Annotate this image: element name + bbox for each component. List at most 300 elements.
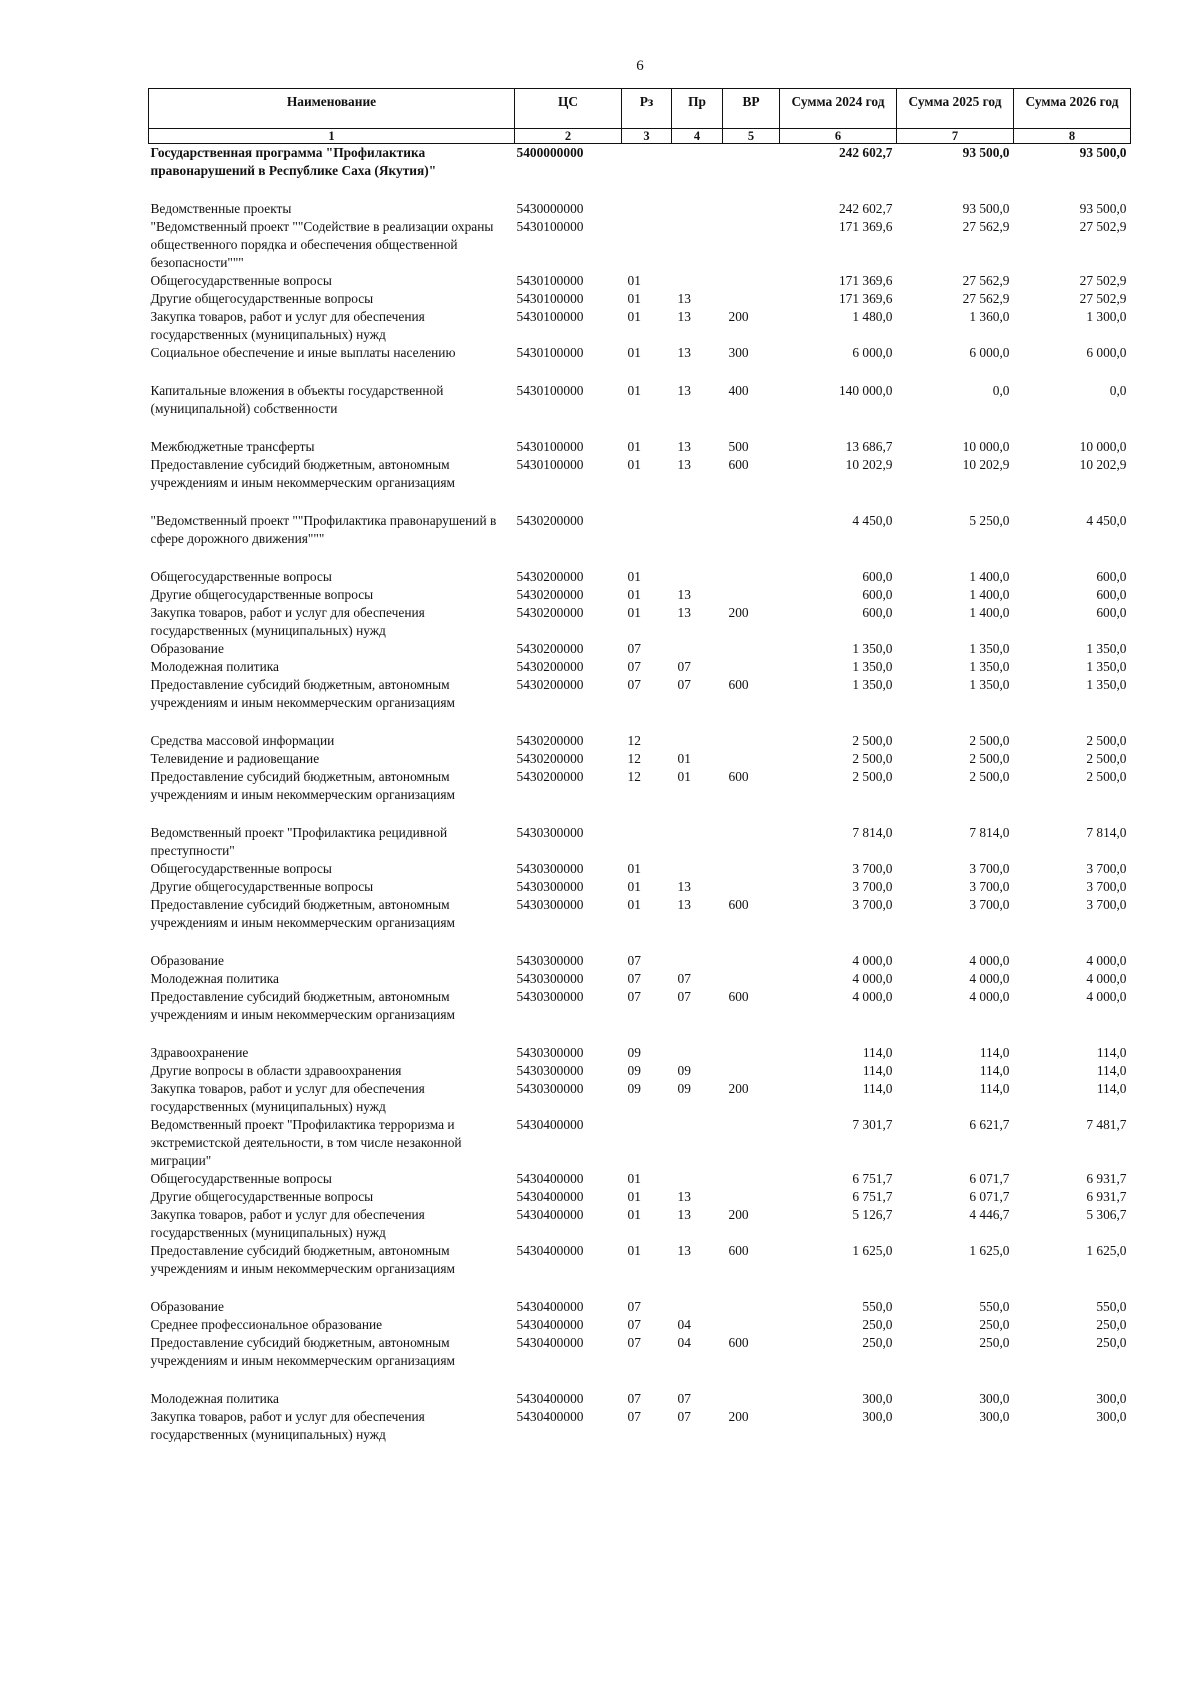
row-rz-code: 01	[627, 879, 641, 894]
row-sum-2026: 27 502,9	[1079, 219, 1127, 234]
row-sum-2026: 4 000,0	[1086, 953, 1127, 968]
page-number: 6	[636, 58, 644, 74]
row-cs-code: 5430100000	[516, 457, 584, 472]
row-sum-2024: 600,0	[862, 569, 893, 584]
row-sum-2026: 27 502,9	[1079, 291, 1127, 306]
row-sum-2024: 13 686,7	[845, 439, 893, 454]
row-sum-2025: 4 000,0	[969, 971, 1010, 986]
row-name: Общегосударственные вопросы	[150, 1171, 332, 1186]
row-sum-2025: 1 360,0	[969, 309, 1010, 324]
row-rz-code: 09	[627, 1063, 641, 1078]
row-pr-code: 13	[677, 439, 691, 454]
table-row	[149, 1316, 1131, 1334]
row-pr-code: 13	[677, 605, 691, 620]
row-vr-code: 600	[728, 897, 749, 912]
row-pr-code: 13	[677, 345, 691, 360]
column-number: 3	[622, 129, 672, 144]
row-name: Молодежная политика	[150, 971, 280, 986]
row-name: Телевидение и радиовещание	[150, 751, 320, 766]
row-name: Другие общегосударственные вопросы	[150, 879, 374, 894]
row-sum-2025: 300,0	[979, 1409, 1010, 1424]
header-sum-2024: Сумма 2024 год	[780, 89, 897, 129]
row-sum-2024: 6 751,7	[852, 1189, 893, 1204]
row-name: Предоставление субсидий бюджетным, автономным учреждениям и иным некоммерческим организациям	[150, 1243, 455, 1276]
table-row	[149, 200, 1131, 218]
row-rz-code	[622, 1116, 672, 1170]
row-sum-2026: 1 350,0	[1086, 659, 1127, 674]
row-rz-code: 01	[627, 309, 641, 324]
row-sum-2026: 5 306,7	[1086, 1207, 1127, 1222]
row-rz-code: 07	[627, 1317, 641, 1332]
row-vr-code	[723, 218, 780, 272]
row-sum-2024: 250,0	[862, 1335, 893, 1350]
row-vr-code: 600	[728, 1335, 749, 1350]
row-rz-code: 07	[627, 971, 641, 986]
table-row	[149, 1408, 1131, 1444]
table-row	[149, 308, 1131, 344]
row-cs-code: 5430300000	[516, 879, 584, 894]
row-sum-2025: 6 621,7	[969, 1117, 1010, 1132]
row-pr-code: 07	[677, 1409, 691, 1424]
row-sum-2025: 2 500,0	[969, 733, 1010, 748]
table-row	[149, 1242, 1131, 1298]
row-sum-2025: 114,0	[979, 1045, 1010, 1060]
row-cs-code: 5430200000	[516, 733, 584, 748]
row-sum-2024: 2 500,0	[852, 733, 893, 748]
row-vr-code: 600	[728, 989, 749, 1004]
row-vr-code	[723, 272, 780, 290]
row-sum-2026: 114,0	[1096, 1081, 1127, 1096]
row-sum-2026: 4 000,0	[1086, 971, 1127, 986]
row-sum-2026: 1 625,0	[1086, 1243, 1127, 1258]
column-number: 6	[780, 129, 897, 144]
row-rz-code: 01	[627, 1171, 641, 1186]
row-sum-2026: 2 500,0	[1086, 751, 1127, 766]
row-vr-code: 200	[728, 605, 749, 620]
row-sum-2024: 4 000,0	[852, 989, 893, 1004]
row-cs-code: 5430100000	[516, 383, 584, 398]
row-vr-code	[723, 1062, 780, 1080]
row-cs-code: 5430300000	[516, 825, 584, 840]
row-sum-2024: 2 500,0	[852, 769, 893, 784]
row-cs-code: 5430200000	[516, 751, 584, 766]
row-cs-code: 5430300000	[516, 1081, 584, 1096]
row-vr-code	[723, 200, 780, 218]
row-sum-2025: 300,0	[979, 1391, 1010, 1406]
row-rz-code: 01	[627, 383, 641, 398]
row-pr-code	[672, 272, 723, 290]
row-name: Образование	[150, 953, 224, 968]
row-sum-2026: 93 500,0	[1079, 201, 1127, 216]
table-row	[149, 290, 1131, 308]
row-name: Общегосударственные вопросы	[150, 569, 332, 584]
row-name: Молодежная политика	[150, 659, 280, 674]
row-sum-2026: 7 481,7	[1086, 1117, 1127, 1132]
row-sum-2024: 300,0	[862, 1391, 893, 1406]
row-sum-2026: 27 502,9	[1079, 273, 1127, 288]
row-rz-code	[622, 200, 672, 218]
row-name: Предоставление субсидий бюджетным, автономным учреждениям и иным некоммерческим организациям	[150, 897, 455, 930]
row-rz-code: 07	[627, 641, 641, 656]
header-sum-2025: Сумма 2025 год	[897, 89, 1014, 129]
row-sum-2024: 171 369,6	[838, 273, 893, 288]
row-sum-2024: 242 602,7	[838, 145, 893, 160]
row-sum-2026: 300,0	[1096, 1391, 1127, 1406]
row-cs-code: 5430400000	[516, 1335, 584, 1350]
row-sum-2026: 550,0	[1096, 1299, 1127, 1314]
row-pr-code: 13	[677, 309, 691, 324]
row-rz-code: 07	[627, 1409, 641, 1424]
table-row	[149, 344, 1131, 382]
row-pr-code: 01	[677, 751, 691, 766]
row-cs-code: 5430200000	[516, 641, 584, 656]
row-rz-code	[622, 218, 672, 272]
row-cs-code: 5430400000	[516, 1317, 584, 1332]
row-sum-2024: 1 480,0	[852, 309, 893, 324]
row-sum-2025: 114,0	[979, 1063, 1010, 1078]
row-name: Социальное обеспечение и иные выплаты населению	[150, 345, 456, 360]
row-name: Среднее профессиональное образование	[150, 1317, 383, 1332]
table-row	[149, 988, 1131, 1044]
row-sum-2024: 171 369,6	[838, 291, 893, 306]
row-sum-2026: 1 300,0	[1086, 309, 1127, 324]
row-sum-2024: 6 751,7	[852, 1171, 893, 1186]
row-sum-2025: 1 350,0	[969, 677, 1010, 692]
row-vr-code: 200	[728, 1207, 749, 1222]
row-rz-code: 07	[627, 1299, 641, 1314]
column-number: 7	[897, 129, 1014, 144]
table-row	[149, 568, 1131, 586]
row-sum-2024: 140 000,0	[838, 383, 893, 398]
table-header	[149, 89, 1131, 144]
row-vr-code	[723, 1316, 780, 1334]
row-cs-code: 5400000000	[516, 145, 584, 160]
row-sum-2024: 114,0	[862, 1063, 893, 1078]
row-pr-code	[672, 144, 723, 201]
row-sum-2024: 114,0	[862, 1045, 893, 1060]
row-name: "Ведомственный проект ""Профилактика правонарушений в сфере дорожного движения"""	[150, 513, 497, 546]
row-sum-2026: 4 450,0	[1086, 513, 1127, 528]
row-pr-code: 07	[677, 677, 691, 692]
row-vr-code	[723, 658, 780, 676]
row-pr-code: 13	[677, 383, 691, 398]
row-sum-2026: 6 931,7	[1086, 1189, 1127, 1204]
table-row	[149, 144, 1131, 201]
row-cs-code: 5430100000	[516, 439, 584, 454]
row-vr-code: 400	[728, 383, 749, 398]
row-cs-code: 5430400000	[516, 1243, 584, 1258]
table-row	[149, 1298, 1131, 1316]
row-name: Другие общегосударственные вопросы	[150, 291, 374, 306]
row-vr-code	[723, 1044, 780, 1062]
row-name: Другие вопросы в области здравоохранения	[150, 1063, 402, 1078]
table-row	[149, 438, 1131, 456]
row-sum-2026: 250,0	[1096, 1317, 1127, 1332]
row-sum-2025: 1 350,0	[969, 659, 1010, 674]
header-rz: Рз	[622, 89, 672, 129]
row-vr-code: 200	[728, 1081, 749, 1096]
table-row	[149, 586, 1131, 604]
row-cs-code: 5430300000	[516, 1063, 584, 1078]
row-vr-code: 600	[728, 769, 749, 784]
row-rz-code: 01	[627, 569, 641, 584]
row-sum-2024: 4 450,0	[852, 513, 893, 528]
row-rz-code: 07	[627, 989, 641, 1004]
row-sum-2024: 600,0	[862, 605, 893, 620]
row-rz-code: 01	[627, 897, 641, 912]
row-cs-code: 5430400000	[516, 1391, 584, 1406]
row-sum-2026: 1 350,0	[1086, 641, 1127, 656]
row-name: Ведомственный проект "Профилактика рецидивной преступности"	[150, 825, 448, 858]
row-vr-code: 500	[728, 439, 749, 454]
table-row	[149, 860, 1131, 878]
row-pr-code: 04	[677, 1335, 691, 1350]
column-number: 5	[723, 129, 780, 144]
row-vr-code: 600	[728, 457, 749, 472]
row-name: Капитальные вложения в объекты государственной (муниципальной) собственности	[150, 383, 444, 416]
row-name: Предоставление субсидий бюджетным, автономным учреждениям и иным некоммерческим организациям	[150, 1335, 455, 1368]
row-pr-code: 13	[677, 897, 691, 912]
row-sum-2025: 3 700,0	[969, 861, 1010, 876]
row-sum-2024: 250,0	[862, 1317, 893, 1332]
row-pr-code	[672, 218, 723, 272]
row-pr-code: 07	[677, 659, 691, 674]
row-pr-code: 07	[677, 989, 691, 1004]
row-name: Здравоохранение	[150, 1045, 249, 1060]
row-vr-code: 300	[728, 345, 749, 360]
row-pr-code	[672, 1116, 723, 1170]
row-cs-code: 5430400000	[516, 1117, 584, 1132]
row-sum-2025: 93 500,0	[962, 201, 1010, 216]
row-pr-code: 13	[677, 457, 691, 472]
row-cs-code: 5430400000	[516, 1171, 584, 1186]
row-vr-code	[723, 970, 780, 988]
row-cs-code: 5430200000	[516, 677, 584, 692]
row-name: Предоставление субсидий бюджетным, автономным учреждениям и иным некоммерческим организациям	[150, 677, 455, 710]
row-vr-code	[723, 1170, 780, 1188]
table-row	[149, 970, 1131, 988]
column-number: 4	[672, 129, 723, 144]
row-rz-code: 07	[627, 659, 641, 674]
row-vr-code: 200	[728, 1409, 749, 1424]
row-sum-2025: 1 400,0	[969, 569, 1010, 584]
row-sum-2024: 600,0	[862, 587, 893, 602]
row-pr-code: 09	[677, 1081, 691, 1096]
row-pr-code: 13	[677, 587, 691, 602]
row-cs-code: 5430200000	[516, 769, 584, 784]
column-number: 8	[1014, 129, 1131, 144]
row-name: "Ведомственный проект ""Содействие в реализации охраны общественного порядка и обеспечения общественной безопасности"""	[150, 219, 494, 270]
row-name: Образование	[150, 641, 224, 656]
row-sum-2024: 5 126,7	[852, 1207, 893, 1222]
row-rz-code: 01	[627, 1207, 641, 1222]
row-pr-code: 13	[677, 879, 691, 894]
row-vr-code	[723, 1188, 780, 1206]
row-sum-2026: 93 500,0	[1079, 145, 1127, 160]
table-row	[149, 382, 1131, 438]
row-rz-code: 01	[627, 291, 641, 306]
row-vr-code: 600	[728, 677, 749, 692]
row-name: Образование	[150, 1299, 224, 1314]
table-row	[149, 1188, 1131, 1206]
row-name: Другие общегосударственные вопросы	[150, 587, 374, 602]
row-rz-code: 01	[627, 1243, 641, 1258]
row-cs-code: 5430300000	[516, 953, 584, 968]
row-pr-code	[672, 640, 723, 658]
row-rz-code: 12	[627, 733, 641, 748]
row-sum-2026: 6 000,0	[1086, 345, 1127, 360]
row-sum-2025: 10 000,0	[962, 439, 1010, 454]
row-vr-code	[723, 640, 780, 658]
table-row	[149, 272, 1131, 290]
row-vr-code	[723, 512, 780, 568]
row-cs-code: 5430400000	[516, 1409, 584, 1424]
row-sum-2024: 171 369,6	[838, 219, 893, 234]
row-sum-2025: 550,0	[979, 1299, 1010, 1314]
row-sum-2026: 250,0	[1096, 1335, 1127, 1350]
row-sum-2024: 3 700,0	[852, 861, 893, 876]
row-sum-2024: 242 602,7	[838, 201, 893, 216]
row-vr-code	[723, 952, 780, 970]
table-row	[149, 1170, 1131, 1188]
table-row	[149, 1334, 1131, 1390]
header-vr: ВР	[723, 89, 780, 129]
row-name: Государственная программа "Профилактика правонарушений в Республике Саха (Якутия)"	[150, 145, 437, 178]
row-name: Закупка товаров, работ и услуг для обеспечения государственных (муниципальных) нужд	[150, 1207, 425, 1240]
header-pr: Пр	[672, 89, 723, 129]
row-rz-code: 07	[627, 1335, 641, 1350]
table-row	[149, 676, 1131, 732]
row-name: Средства массовой информации	[150, 733, 335, 748]
row-sum-2025: 5 250,0	[969, 513, 1010, 528]
header-row	[149, 89, 1131, 129]
row-name: Молодежная политика	[150, 1391, 280, 1406]
header-cs: ЦС	[515, 89, 622, 129]
budget-table	[148, 88, 1131, 1444]
row-sum-2025: 250,0	[979, 1317, 1010, 1332]
row-cs-code: 5430300000	[516, 1045, 584, 1060]
row-sum-2026: 600,0	[1096, 569, 1127, 584]
row-sum-2025: 4 000,0	[969, 989, 1010, 1004]
row-name: Ведомственные проекты	[150, 201, 292, 216]
table-row	[149, 1080, 1131, 1116]
row-cs-code: 5430100000	[516, 273, 584, 288]
row-rz-code: 07	[627, 677, 641, 692]
row-sum-2024: 1 350,0	[852, 677, 893, 692]
row-vr-code	[723, 586, 780, 604]
table-row	[149, 218, 1131, 272]
row-sum-2026: 3 700,0	[1086, 879, 1127, 894]
row-rz-code	[622, 824, 672, 860]
row-sum-2025: 4 000,0	[969, 953, 1010, 968]
row-sum-2026: 1 350,0	[1086, 677, 1127, 692]
row-sum-2024: 3 700,0	[852, 897, 893, 912]
row-pr-code: 07	[677, 1391, 691, 1406]
row-sum-2024: 7 814,0	[852, 825, 893, 840]
row-sum-2026: 10 202,9	[1079, 457, 1127, 472]
row-rz-code: 01	[627, 1189, 641, 1204]
row-sum-2025: 7 814,0	[969, 825, 1010, 840]
row-sum-2024: 3 700,0	[852, 879, 893, 894]
column-number: 2	[515, 129, 622, 144]
row-sum-2024: 300,0	[862, 1409, 893, 1424]
row-sum-2025: 27 562,9	[962, 219, 1010, 234]
row-sum-2024: 1 350,0	[852, 641, 893, 656]
row-name: Общегосударственные вопросы	[150, 273, 332, 288]
row-pr-code	[672, 512, 723, 568]
row-cs-code: 5430200000	[516, 569, 584, 584]
row-cs-code: 5430200000	[516, 513, 584, 528]
row-cs-code: 5430100000	[516, 345, 584, 360]
row-sum-2024: 2 500,0	[852, 751, 893, 766]
row-sum-2025: 3 700,0	[969, 879, 1010, 894]
row-pr-code: 13	[677, 1189, 691, 1204]
row-rz-code: 07	[627, 1391, 641, 1406]
row-sum-2024: 7 301,7	[852, 1117, 893, 1132]
row-vr-code	[723, 878, 780, 896]
row-sum-2026: 0,0	[1109, 383, 1127, 398]
table-row	[149, 896, 1131, 952]
row-sum-2025: 2 500,0	[969, 751, 1010, 766]
row-rz-code: 01	[627, 345, 641, 360]
row-sum-2026: 10 000,0	[1079, 439, 1127, 454]
column-number-row	[149, 129, 1131, 144]
row-sum-2026: 300,0	[1096, 1409, 1127, 1424]
row-vr-code	[723, 824, 780, 860]
row-pr-code: 13	[677, 291, 691, 306]
row-pr-code: 13	[677, 1243, 691, 1258]
row-cs-code: 5430100000	[516, 291, 584, 306]
table-row	[149, 878, 1131, 896]
row-sum-2026: 114,0	[1096, 1063, 1127, 1078]
row-name: Закупка товаров, работ и услуг для обеспечения государственных (муниципальных) нужд	[150, 605, 425, 638]
row-pr-code: 04	[677, 1317, 691, 1332]
row-name: Межбюджетные трансферты	[150, 439, 315, 454]
row-sum-2024: 1 625,0	[852, 1243, 893, 1258]
table-row	[149, 604, 1131, 640]
row-name: Предоставление субсидий бюджетным, автономным учреждениям и иным некоммерческим организациям	[150, 769, 455, 802]
row-name: Другие общегосударственные вопросы	[150, 1189, 374, 1204]
row-sum-2025: 6 000,0	[969, 345, 1010, 360]
table-row	[149, 768, 1131, 824]
table-row	[149, 1390, 1131, 1408]
row-sum-2024: 4 000,0	[852, 971, 893, 986]
row-sum-2026: 600,0	[1096, 605, 1127, 620]
table-row	[149, 1116, 1131, 1170]
row-vr-code	[723, 1116, 780, 1170]
row-vr-code	[723, 1390, 780, 1408]
row-rz-code: 01	[627, 439, 641, 454]
row-sum-2025: 114,0	[979, 1081, 1010, 1096]
row-sum-2025: 3 700,0	[969, 897, 1010, 912]
row-cs-code: 5430300000	[516, 861, 584, 876]
table-row	[149, 512, 1131, 568]
row-sum-2025: 250,0	[979, 1335, 1010, 1350]
row-sum-2026: 2 500,0	[1086, 733, 1127, 748]
row-vr-code	[723, 860, 780, 878]
row-vr-code	[723, 1298, 780, 1316]
table-row	[149, 732, 1131, 750]
row-sum-2025: 1 400,0	[969, 605, 1010, 620]
table-row	[149, 1062, 1131, 1080]
row-rz-code: 01	[627, 587, 641, 602]
row-rz-code: 12	[627, 769, 641, 784]
row-vr-code	[723, 732, 780, 750]
row-pr-code	[672, 732, 723, 750]
row-sum-2025: 4 446,7	[969, 1207, 1010, 1222]
row-sum-2024: 6 000,0	[852, 345, 893, 360]
row-sum-2024: 1 350,0	[852, 659, 893, 674]
